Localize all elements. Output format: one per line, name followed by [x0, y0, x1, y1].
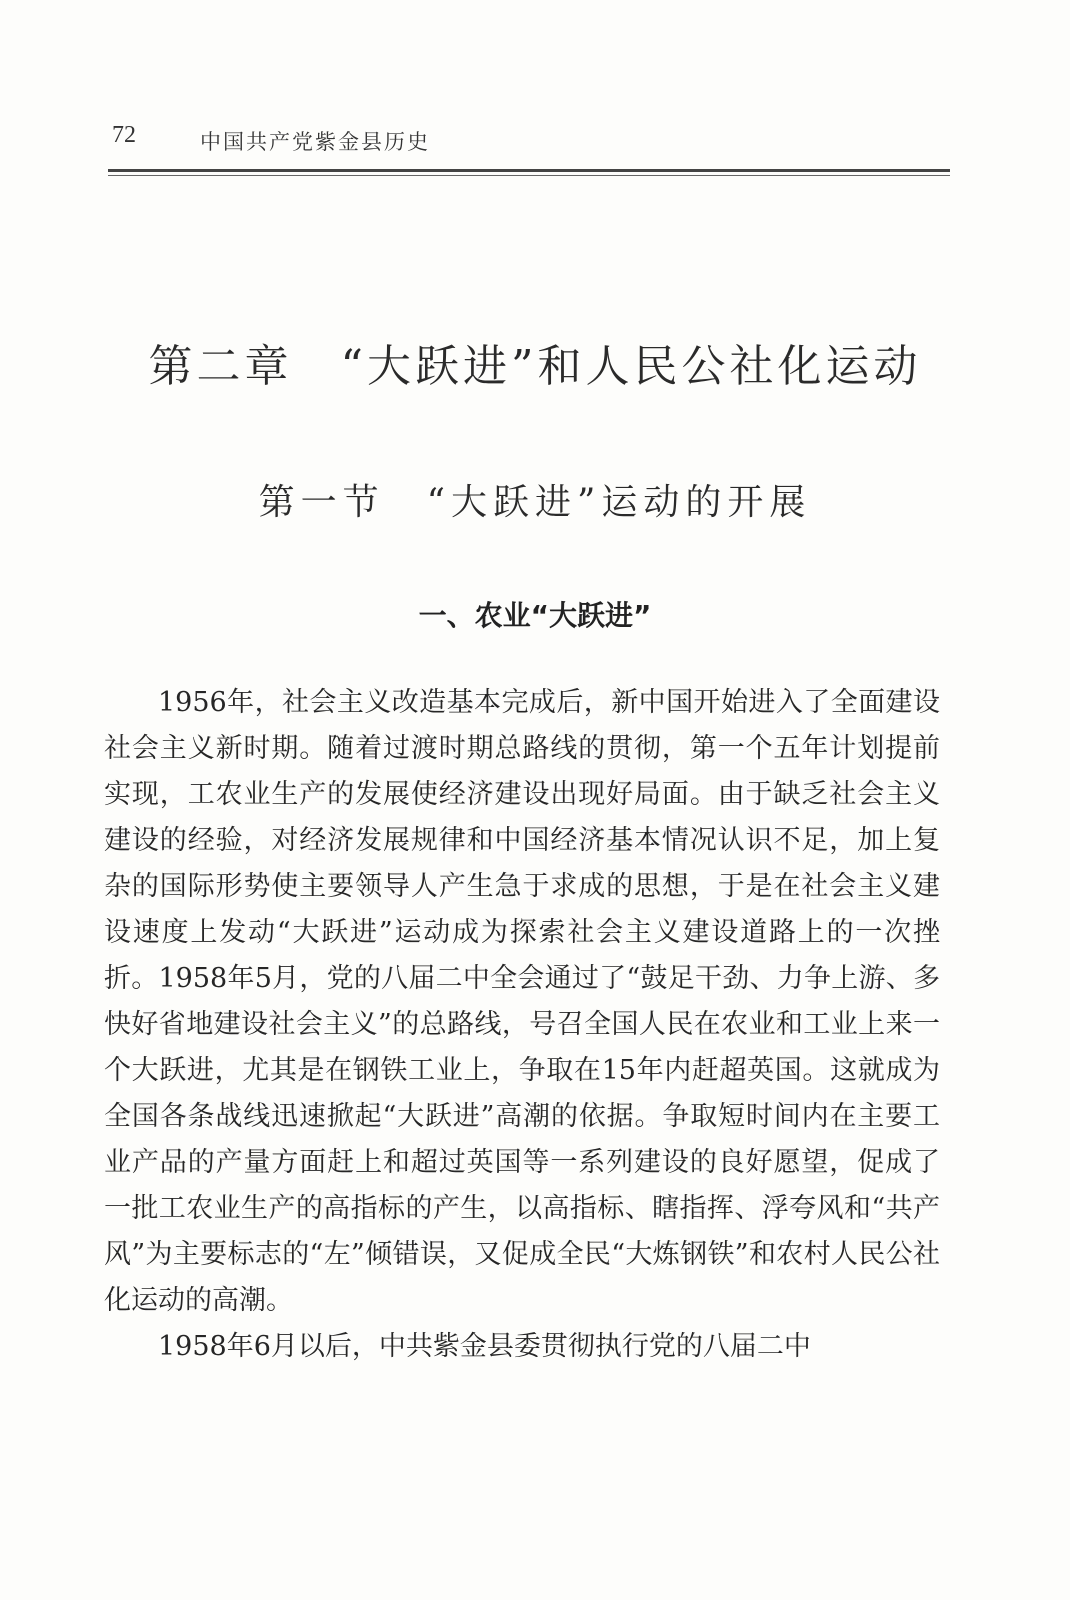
page-number: 72	[112, 122, 136, 148]
section-title: 第一节 “大跃进”运动的开展	[258, 482, 812, 523]
header-rule-thin	[108, 175, 950, 176]
paragraph-2: 1958年6月以后，中共紫金县委贯彻执行党的八届二中	[158, 1331, 811, 1362]
book-title: 中国共产党紫金县历史	[200, 130, 430, 154]
body-text	[104, 680, 940, 1370]
paragraph-1: 1956年，社会主义改造基本完成后，新中国开始进入了全面建设社会主义新时期。随着过渡时期总路线的贯彻，第一个五年计划提前实现，工农业生产的发展使经济建设出现好局面。由于缺乏社会主义建设的经验，对经济发展规律和中国经济基本情况认识不足，加上复杂的国际形势使主要领导人产生急于求成的思想，于是在社会主义建设速度上发动“大跃进”运动成为探索社会主义建设道路上的一次挫折。1958年5月，党的八届二中全会通过了“鼓足干劲、力争上游、多快好省地建设社会主义”的总路线，号召全国人民在农业和工业上来一个大跃进，尤其是在钢铁工业上，争取在15年内赶超英国。这就成为全国各条战线迅速掀起“大跃进”高潮的依据。争取短时间内在主要工业产品的产量方面赶上和超过英国等一系列建设的良好愿望，促成了一批工农业生产的高指标的产生，以高指标、瞎指挥、浮夸风和“共产风”为主要标志的“左”倾错误，又促成全民“大炼钢铁”和农村人民公社化运动的高潮。	[104, 687, 940, 1316]
header-rule-thick	[108, 169, 950, 172]
subsection-title: 一、农业“大跃进”	[418, 599, 652, 632]
running-header	[108, 118, 948, 158]
chapter-title: 第二章 “大跃进”和人民公社化运动	[148, 341, 922, 392]
